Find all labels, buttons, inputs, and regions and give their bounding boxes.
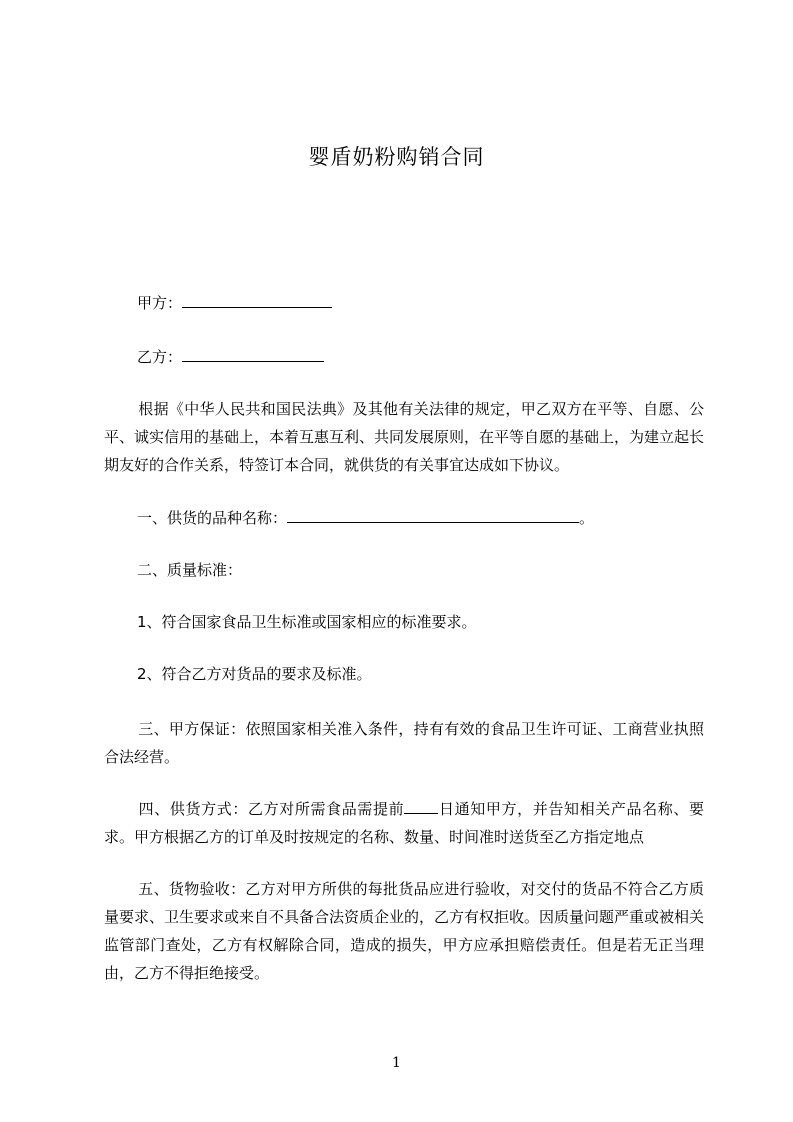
section-5-paragraph xyxy=(104,875,704,987)
section-1-line xyxy=(137,506,594,528)
section-1-blank xyxy=(287,506,579,523)
quality-item-2: 2、符合乙方对货品的要求及标准。 xyxy=(137,665,372,683)
party-a-label: 甲方： xyxy=(137,294,183,312)
party-a-line xyxy=(137,291,332,313)
quality-item-1: 1、符合国家食品卫生标准或国家相应的标准要求。 xyxy=(137,613,477,631)
section-4-days-blank xyxy=(404,797,438,814)
party-a-blank xyxy=(182,291,332,308)
page-number: 1 xyxy=(392,1055,401,1071)
section-4-paragraph xyxy=(104,795,704,851)
intro-paragraph xyxy=(104,395,704,479)
section-4-text-after: 日通知甲方，并告知相关产品名称、要求。甲方根据乙方的订单及时按规定的名称、数量、时间准时送货至乙方指定地点 xyxy=(104,800,704,846)
section-2-heading: 二、质量标准： xyxy=(137,561,243,579)
document-title: 婴盾奶粉购销合同 xyxy=(308,145,485,169)
party-b-line xyxy=(137,345,324,367)
section-3-paragraph xyxy=(104,715,704,771)
section-1-suffix: 。 xyxy=(579,509,595,527)
party-b-blank xyxy=(182,345,324,362)
section-5-text: 五、货物验收：乙方对甲方所供的每批货品应进行验收，对交付的货品不符合乙方质量要求、卫生要求或来自不具备合法资质企业的，乙方有权拒收。因质量问题严重或被相关监管部门查处，乙方有权解除合同，造成的损失，甲方应承担赔偿责任。但是若无正当理由，乙方不得拒绝接受。 xyxy=(104,880,705,982)
section-1-label: 一、供货的品种名称： xyxy=(137,509,288,527)
section-3-text: 三、甲方保证：依照国家相关准入条件，持有有效的食品卫生许可证、工商营业执照合法经营。 xyxy=(104,720,704,766)
party-b-label: 乙方： xyxy=(137,348,183,366)
intro-text: 根据《中华人民共和国民法典》及其他有关法律的规定，甲乙双方在平等、自愿、公平、诚实信用的基础上，本着互惠互利、共同发展原则，在平等自愿的基础上，为建立起长期友好的合作关系，特签订本合同，就供货的有关事宜达成如下协议。 xyxy=(104,400,705,474)
section-4-text-before: 四、供货方式：乙方对所需食品需提前 xyxy=(138,800,405,818)
